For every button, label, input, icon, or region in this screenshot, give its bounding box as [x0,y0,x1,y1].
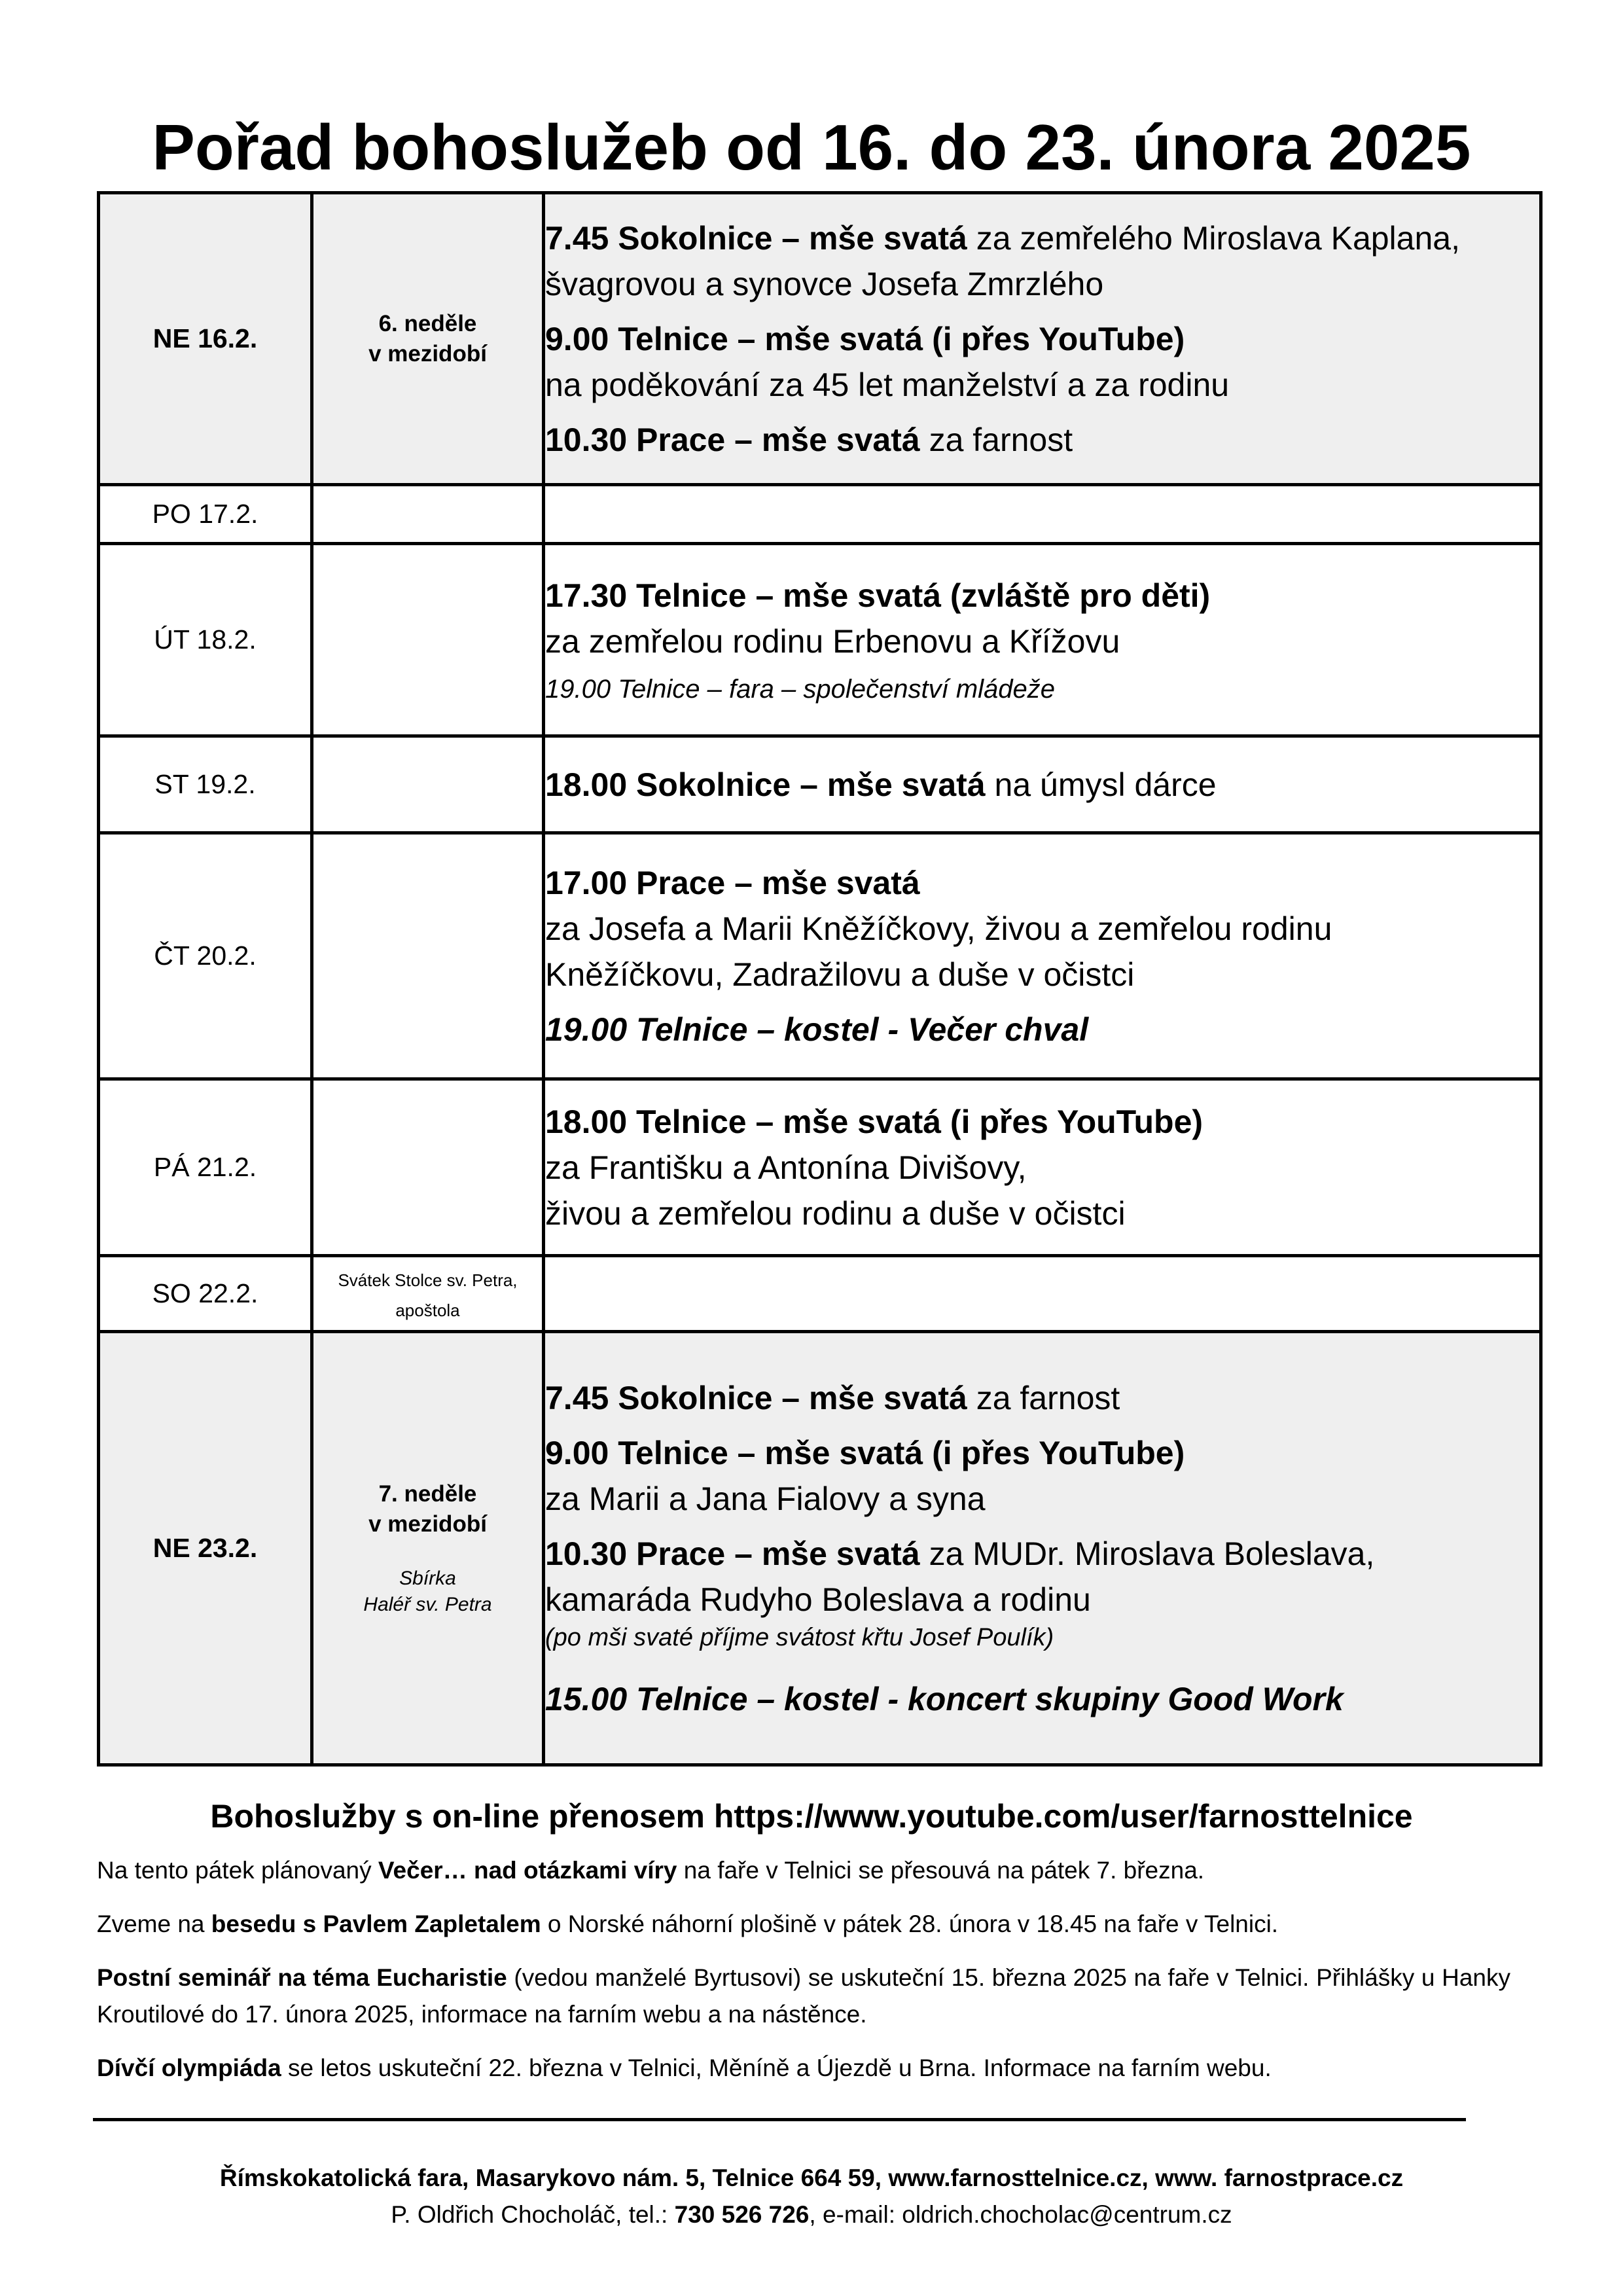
feast-cell [312,485,544,544]
event: 18.00 Telnice – mše svatá (i přes YouTube) za Františku a Antonína Divišovy, živou a zemřelou rodinu a duše v očistci [545,1103,1204,1232]
feast-line: 6. neděle [378,310,477,336]
events-cell [544,1332,1541,1765]
event: 19.00 Telnice – kostel - Večer chval [545,1011,1089,1048]
collection-note: Sbírka Haléř sv. Petra [363,1567,492,1615]
feast-line: v mezidobí [368,340,487,367]
feast-cell [312,1079,544,1256]
events-cell [544,1079,1541,1256]
online-stream-note: Bohoslužby s on-line přenosem https://www.youtube.com/user/farnosttelnice [210,1798,1413,1835]
table-row [99,736,1541,833]
day-cell: SO 22.2. [99,1256,312,1332]
events-cell [544,193,1541,485]
day-cell: NE 23.2. [99,1332,312,1765]
feast-line: apoštola [395,1300,460,1320]
day-cell: PO 17.2. [99,485,312,544]
day-cell: ÚT 18.2. [99,544,312,736]
announcement: Zveme na besedu s Pavlem Zapletalem o Norské náhorní plošině v pátek 28. února v 18.45 na faře v Telnici. [97,1910,1279,1937]
feast-cell [312,193,544,485]
event: 9.00 Telnice – mše svatá (i přes YouTube) za Marii a Jana Fialovy a syna [545,1434,1185,1517]
footer [0,2160,1623,2233]
announcement: Postní seminář na téma Eucharistie (vedou manželé Byrtusovi) se uskuteční 15. března 2025 na faře v Telnici. Přihlášky u Hanky Kroutilové do 17. února 2025, informace na farním webu a na nástěnce. [97,1964,1510,2028]
page-title: Pořad bohoslužeb od 16. do 23. února 2025 [152,111,1471,183]
events-cell [544,736,1541,833]
feast-cell [312,833,544,1079]
table-row [99,1256,1541,1332]
feast-cell [312,1332,544,1765]
announcement: Dívčí olympiáda se letos uskuteční 22. března v Telnici, Měníně a Újezdě u Brna. Informace na farním webu. [97,2054,1272,2081]
footer-contact: P. Oldřich Chocholáč, tel.: 730 526 726, e-mail: oldrich.chocholac@centrum.cz [391,2201,1232,2228]
feast-line: Svátek Stolce sv. Petra, [338,1270,518,1290]
event: 7.45 Sokolnice – mše svatá za farnost [545,1379,1120,1416]
events-cell [544,544,1541,736]
divider [93,2118,1466,2121]
day-cell: PÁ 21.2. [99,1079,312,1256]
table-row [99,485,1541,544]
feast-line: 7. neděle [378,1480,477,1507]
event: 17.30 Telnice – mše svatá (zvláště pro děti) za zemřelou rodinu Erbenovu a Křížovu [545,577,1211,660]
table-row [99,1079,1541,1256]
event: 7.45 Sokolnice – mše svatá za zemřelého Miroslava Kaplana, švagrovou a synovce Josefa Zmrzlého [545,219,1460,302]
event: 18.00 Sokolnice – mše svatá na úmysl dárce [545,766,1217,803]
announcement: Na tento pátek plánovaný Večer… nad otázkami víry na faře v Telnici se přesouvá na pátek 7. března. [97,1857,1205,1884]
day-cell: NE 16.2. [99,193,312,485]
table-row [99,833,1541,1079]
schedule-table [97,191,1543,1767]
event: 10.30 Prace – mše svatá za MUDr. Miroslava Boleslava, kamaráda Rudyho Boleslava a rodinu [545,1535,1375,1618]
table-row [99,544,1541,736]
footer-address: Římskokatolická fara, Masarykovo nám. 5, Telnice 664 59, www.farnosttelnice.cz, www. farnostprace.cz [219,2164,1404,2191]
day-cell: ST 19.2. [99,736,312,833]
event: 17.00 Prace – mše svatá za Josefa a Marii Kněžíčkovy, živou a zemřelou rodinu Kněžíčkovu, Zadražilovu a duše v očistci [545,864,1332,993]
table-row [99,193,1541,485]
event: 9.00 Telnice – mše svatá (i přes YouTube) na poděkování za 45 let manželství a za rodinu [545,320,1230,403]
feast-cell [312,736,544,833]
event: 15.00 Telnice – kostel - koncert skupiny Good Work [545,1680,1344,1717]
feast-line: v mezidobí [368,1511,487,1537]
feast-cell [312,544,544,736]
events-cell [544,485,1541,544]
announcements [97,1852,1510,2104]
day-cell: ČT 20.2. [99,833,312,1079]
event: 19.00 Telnice – fara – společenství mládeže [545,674,1056,704]
event-note: (po mši svaté příjme svátost křtu Josef Poulík) [545,1623,1054,1651]
events-cell [544,833,1541,1079]
event: 10.30 Prace – mše svatá za farnost [545,421,1073,458]
table-row [99,1332,1541,1765]
feast-cell [312,1256,544,1332]
events-cell [544,1256,1541,1332]
